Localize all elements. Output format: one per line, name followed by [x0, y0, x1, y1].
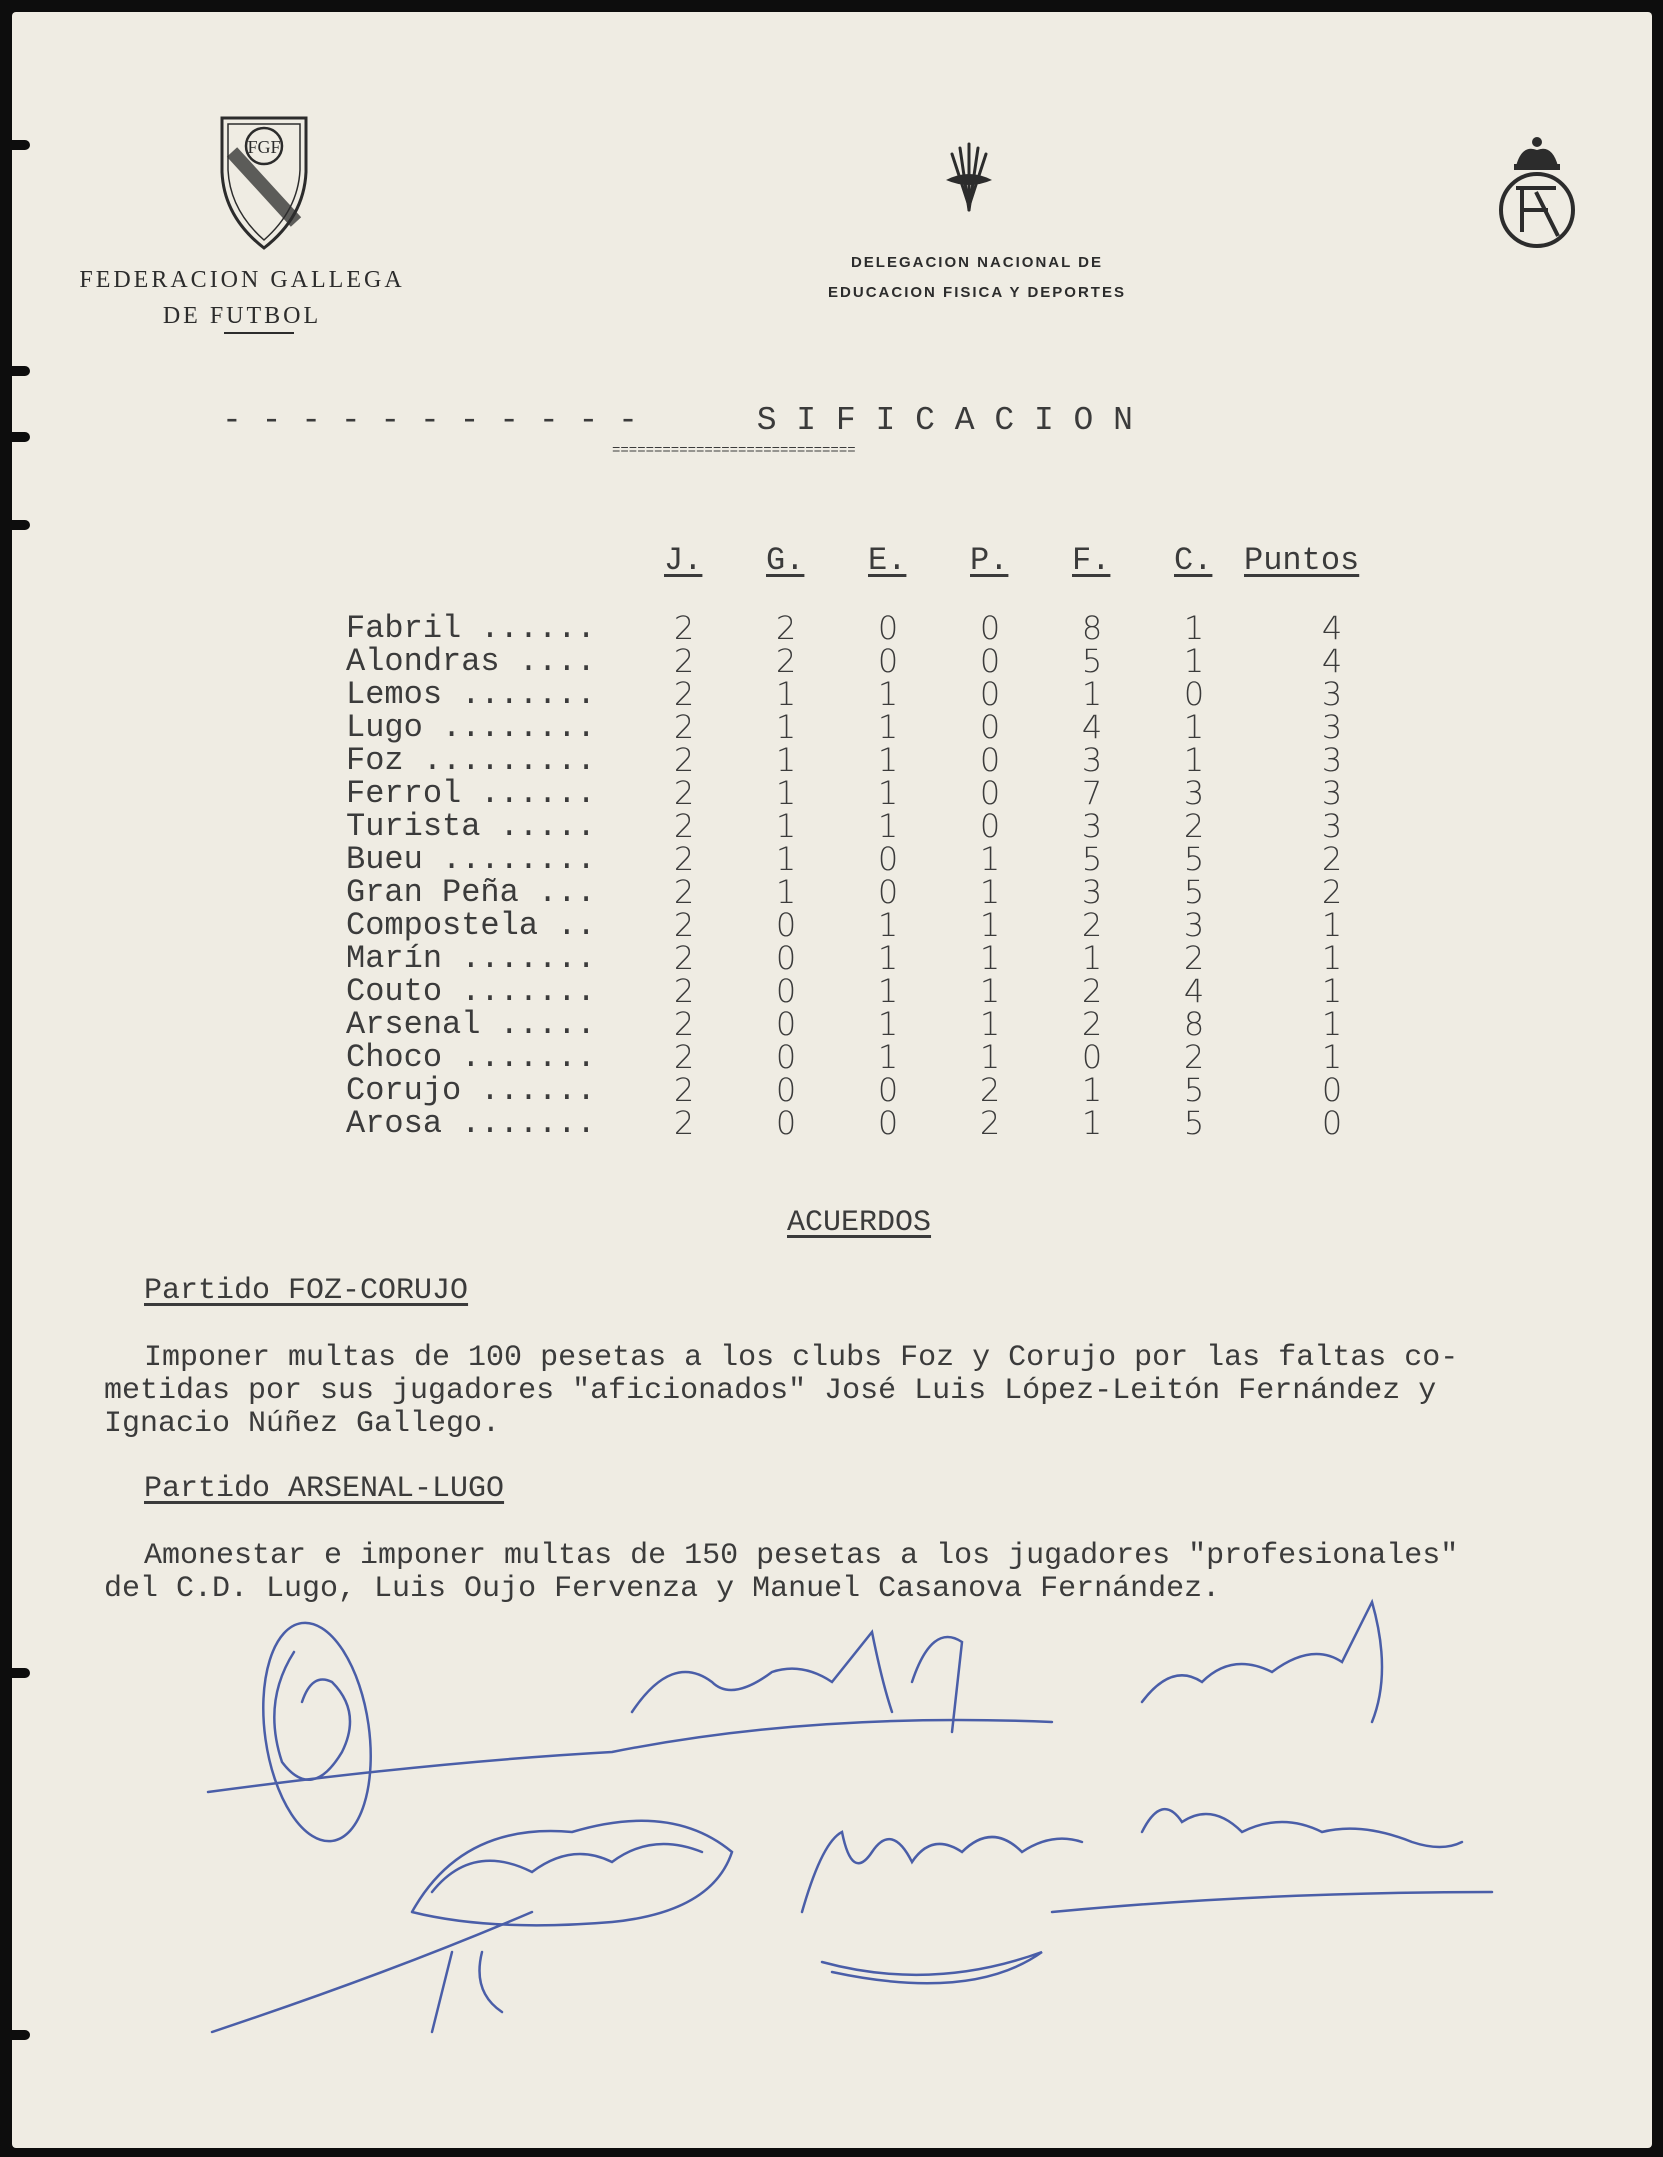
binder-hole [12, 140, 30, 150]
stat-cell: 1 [877, 1038, 899, 1076]
agreement-1-line2: metidas por sus jugadores "aficionados" José Luis López-Leitón Fernández y [104, 1374, 1437, 1408]
stat-cell: 0 [1183, 675, 1205, 713]
stat-cell: 1 [1321, 1038, 1343, 1076]
stat-cell: 8 [1183, 1005, 1205, 1043]
crowned-emblem-icon [1492, 132, 1582, 252]
stat-cell: 0 [979, 708, 1001, 746]
team-name: Arosa ....... [346, 1105, 596, 1142]
stat-cell: 0 [775, 1071, 797, 1109]
stat-cell: 2 [979, 1071, 1001, 1109]
table-row [12, 1005, 1652, 1043]
stat-cell: 1 [775, 741, 797, 779]
col-header-c: C. [1174, 542, 1213, 579]
stat-cell: 1 [775, 708, 797, 746]
stat-cell: 1 [1183, 609, 1205, 647]
agreement-2-line2: del C.D. Lugo, Luis Oujo Fervenza y Manuel Casanova Fernández. [104, 1572, 1221, 1606]
title-text: S I F I C A C I O N [756, 402, 1133, 439]
stat-cell: 0 [1081, 1038, 1103, 1076]
stat-cell: 0 [877, 642, 899, 680]
svg-text:FGF: FGF [247, 137, 281, 157]
table-row [12, 1104, 1652, 1142]
federation-underline [224, 332, 294, 334]
federation-name [72, 262, 412, 334]
stat-cell: 0 [979, 609, 1001, 647]
stat-cell: 2 [1183, 939, 1205, 977]
stat-cell: 2 [673, 1038, 695, 1076]
stat-cell: 0 [775, 1104, 797, 1142]
stat-cell: 1 [1321, 1005, 1343, 1043]
stat-cell: 5 [1081, 642, 1103, 680]
team-name: Choco ....... [346, 1039, 596, 1076]
stat-cell: 8 [1081, 609, 1103, 647]
team-name: Lugo ........ [346, 709, 596, 746]
table-row [12, 675, 1652, 713]
stat-cell: 3 [1183, 774, 1205, 812]
stat-cell: 3 [1321, 774, 1343, 812]
table-row [12, 906, 1652, 944]
stat-cell: 4 [1183, 972, 1205, 1010]
stat-cell: 1 [979, 1038, 1001, 1076]
binder-hole [12, 366, 30, 376]
handwritten-signatures [12, 1592, 1652, 2072]
agreement-1-line1: Imponer multas de 100 pesetas a los clubs Foz y Corujo por las faltas co- [144, 1341, 1459, 1375]
stat-cell: 2 [673, 708, 695, 746]
agreement-1-heading: Partido FOZ-CORUJO [144, 1274, 469, 1308]
stat-cell: 1 [877, 1005, 899, 1043]
stat-cell: 2 [673, 774, 695, 812]
stat-cell: 1 [775, 840, 797, 878]
stat-cell: 3 [1081, 741, 1103, 779]
stat-cell: 5 [1183, 840, 1205, 878]
stat-cell: 0 [877, 873, 899, 911]
stat-cell: 4 [1321, 642, 1343, 680]
stat-cell: 1 [877, 708, 899, 746]
stat-cell: 2 [673, 840, 695, 878]
document-page [12, 12, 1652, 2148]
team-name: Fabril ...... [346, 610, 596, 647]
federation-line1: FEDERACION GALLEGA [79, 267, 405, 293]
stat-cell: 1 [775, 807, 797, 845]
stat-cell: 1 [979, 939, 1001, 977]
stat-cell: 2 [979, 1104, 1001, 1142]
team-name: Foz ......... [346, 742, 596, 779]
stat-cell: 2 [1081, 972, 1103, 1010]
stat-cell: 2 [673, 609, 695, 647]
stat-cell: 0 [877, 840, 899, 878]
team-name: Turista ..... [346, 808, 596, 845]
stat-cell: 2 [673, 906, 695, 944]
team-name: Arsenal ..... [346, 1006, 596, 1043]
stat-cell: 7 [1081, 774, 1103, 812]
team-name: Marín ....... [346, 940, 596, 977]
stat-cell: 2 [673, 675, 695, 713]
stat-cell: 0 [979, 675, 1001, 713]
stat-cell: 1 [1183, 708, 1205, 746]
stat-cell: 1 [1321, 939, 1343, 977]
stat-cell: 1 [979, 972, 1001, 1010]
stat-cell: 1 [877, 675, 899, 713]
stat-cell: 0 [775, 939, 797, 977]
stat-cell: 1 [775, 873, 797, 911]
stat-cell: 1 [979, 873, 1001, 911]
table-row [12, 972, 1652, 1010]
table-row [12, 774, 1652, 812]
col-header-j: J. [664, 542, 703, 579]
stat-cell: 0 [1321, 1104, 1343, 1142]
stat-cell: 2 [1183, 1038, 1205, 1076]
federation-line2: DE FUTBOL [162, 303, 322, 329]
stat-cell: 3 [1321, 708, 1343, 746]
team-name: Bueu ........ [346, 841, 596, 878]
stat-cell: 2 [1183, 807, 1205, 845]
delegation-line2: EDUCACION FISICA Y DEPORTES [828, 284, 1126, 301]
stat-cell: 1 [1081, 939, 1103, 977]
team-name: Compostela .. [346, 907, 596, 944]
stat-cell: 0 [877, 1071, 899, 1109]
stat-cell: 3 [1321, 741, 1343, 779]
table-row [12, 642, 1652, 680]
stat-cell: 4 [1081, 708, 1103, 746]
fasces-icon [938, 140, 1000, 216]
stat-cell: 2 [673, 1104, 695, 1142]
table-row [12, 840, 1652, 878]
stat-cell: 0 [775, 1005, 797, 1043]
table-row [12, 1071, 1652, 1109]
stat-cell: 2 [1081, 1005, 1103, 1043]
stat-cell: 2 [775, 642, 797, 680]
stat-cell: 2 [1321, 873, 1343, 911]
stat-cell: 2 [673, 642, 695, 680]
stat-cell: 1 [979, 906, 1001, 944]
stat-cell: 0 [775, 906, 797, 944]
team-name: Couto ....... [346, 973, 596, 1010]
stat-cell: 1 [1183, 642, 1205, 680]
stat-cell: 1 [877, 807, 899, 845]
stat-cell: 1 [1321, 972, 1343, 1010]
title-double-rule: ============================= [612, 443, 856, 459]
stat-cell: 1 [877, 774, 899, 812]
stat-cell: 1 [775, 774, 797, 812]
stat-cell: 5 [1081, 840, 1103, 878]
stat-cell: 2 [673, 807, 695, 845]
stat-cell: 2 [673, 1005, 695, 1043]
agreement-1-line3: Ignacio Núñez Gallego. [104, 1407, 501, 1441]
stat-cell: 1 [877, 906, 899, 944]
stat-cell: 3 [1321, 807, 1343, 845]
stat-cell: 2 [673, 873, 695, 911]
stat-cell: 0 [979, 741, 1001, 779]
delegation-line1: DELEGACION NACIONAL DE [850, 254, 1104, 271]
stat-cell: 0 [979, 774, 1001, 812]
stat-cell: 1 [1081, 1104, 1103, 1142]
stat-cell: 3 [1081, 873, 1103, 911]
col-header-p: P. [970, 542, 1009, 579]
col-header-f: F. [1072, 542, 1111, 579]
stat-cell: 1 [877, 741, 899, 779]
stat-cell: 1 [1081, 675, 1103, 713]
col-header-g: G. [766, 542, 805, 579]
stat-cell: 1 [1081, 1071, 1103, 1109]
stat-cell: 2 [1321, 840, 1343, 878]
stat-cell: 0 [1321, 1071, 1343, 1109]
stat-cell: 1 [877, 939, 899, 977]
agreement-2-line1: Amonestar e imponer multas de 150 pesetas a los jugadores "profesionales" [144, 1539, 1459, 1573]
table-row [12, 708, 1652, 746]
delegation-name [802, 248, 1152, 308]
stat-cell: 0 [775, 1038, 797, 1076]
table-row [12, 807, 1652, 845]
team-name: Corujo ...... [346, 1072, 596, 1109]
stat-cell: 5 [1183, 1104, 1205, 1142]
stat-cell: 2 [775, 609, 797, 647]
stat-cell: 0 [877, 609, 899, 647]
stat-cell: 1 [979, 840, 1001, 878]
stat-cell: 0 [979, 807, 1001, 845]
stat-cell: 2 [1081, 906, 1103, 944]
document-title [222, 402, 1133, 439]
stat-cell: 0 [775, 972, 797, 1010]
team-name: Lemos ....... [346, 676, 596, 713]
table-row [12, 873, 1652, 911]
agreement-2-heading: Partido ARSENAL-LUGO [144, 1472, 505, 1506]
stat-cell: 1 [775, 675, 797, 713]
stat-cell: 2 [673, 741, 695, 779]
stat-cell: 0 [877, 1104, 899, 1142]
table-row [12, 939, 1652, 977]
table-row [12, 609, 1652, 647]
table-row [12, 1038, 1652, 1076]
team-name: Ferrol ...... [346, 775, 596, 812]
stat-cell: 1 [877, 972, 899, 1010]
binder-hole [12, 520, 30, 530]
team-name: Alondras .... [346, 643, 596, 680]
stat-cell: 5 [1183, 873, 1205, 911]
stat-cell: 0 [979, 642, 1001, 680]
acuerdos-heading: ACUERDOS [787, 1206, 932, 1240]
stat-cell: 5 [1183, 1071, 1205, 1109]
stat-cell: 3 [1081, 807, 1103, 845]
stat-cell: 2 [673, 939, 695, 977]
stat-cell: 2 [673, 972, 695, 1010]
stat-cell: 2 [673, 1071, 695, 1109]
stat-cell: 3 [1321, 675, 1343, 713]
stat-cell: 4 [1321, 609, 1343, 647]
team-name: Gran Peña ... [346, 874, 596, 911]
binder-hole [12, 432, 30, 442]
table-row [12, 741, 1652, 779]
stat-cell: 3 [1183, 906, 1205, 944]
federation-crest-icon [216, 112, 312, 252]
col-header-e: E. [868, 542, 907, 579]
title-dashes: - - - - - - - - - - - [222, 402, 638, 439]
stat-cell: 1 [1183, 741, 1205, 779]
stat-cell: 1 [1321, 906, 1343, 944]
stat-cell: 1 [979, 1005, 1001, 1043]
col-header-puntos: Puntos [1244, 542, 1360, 579]
